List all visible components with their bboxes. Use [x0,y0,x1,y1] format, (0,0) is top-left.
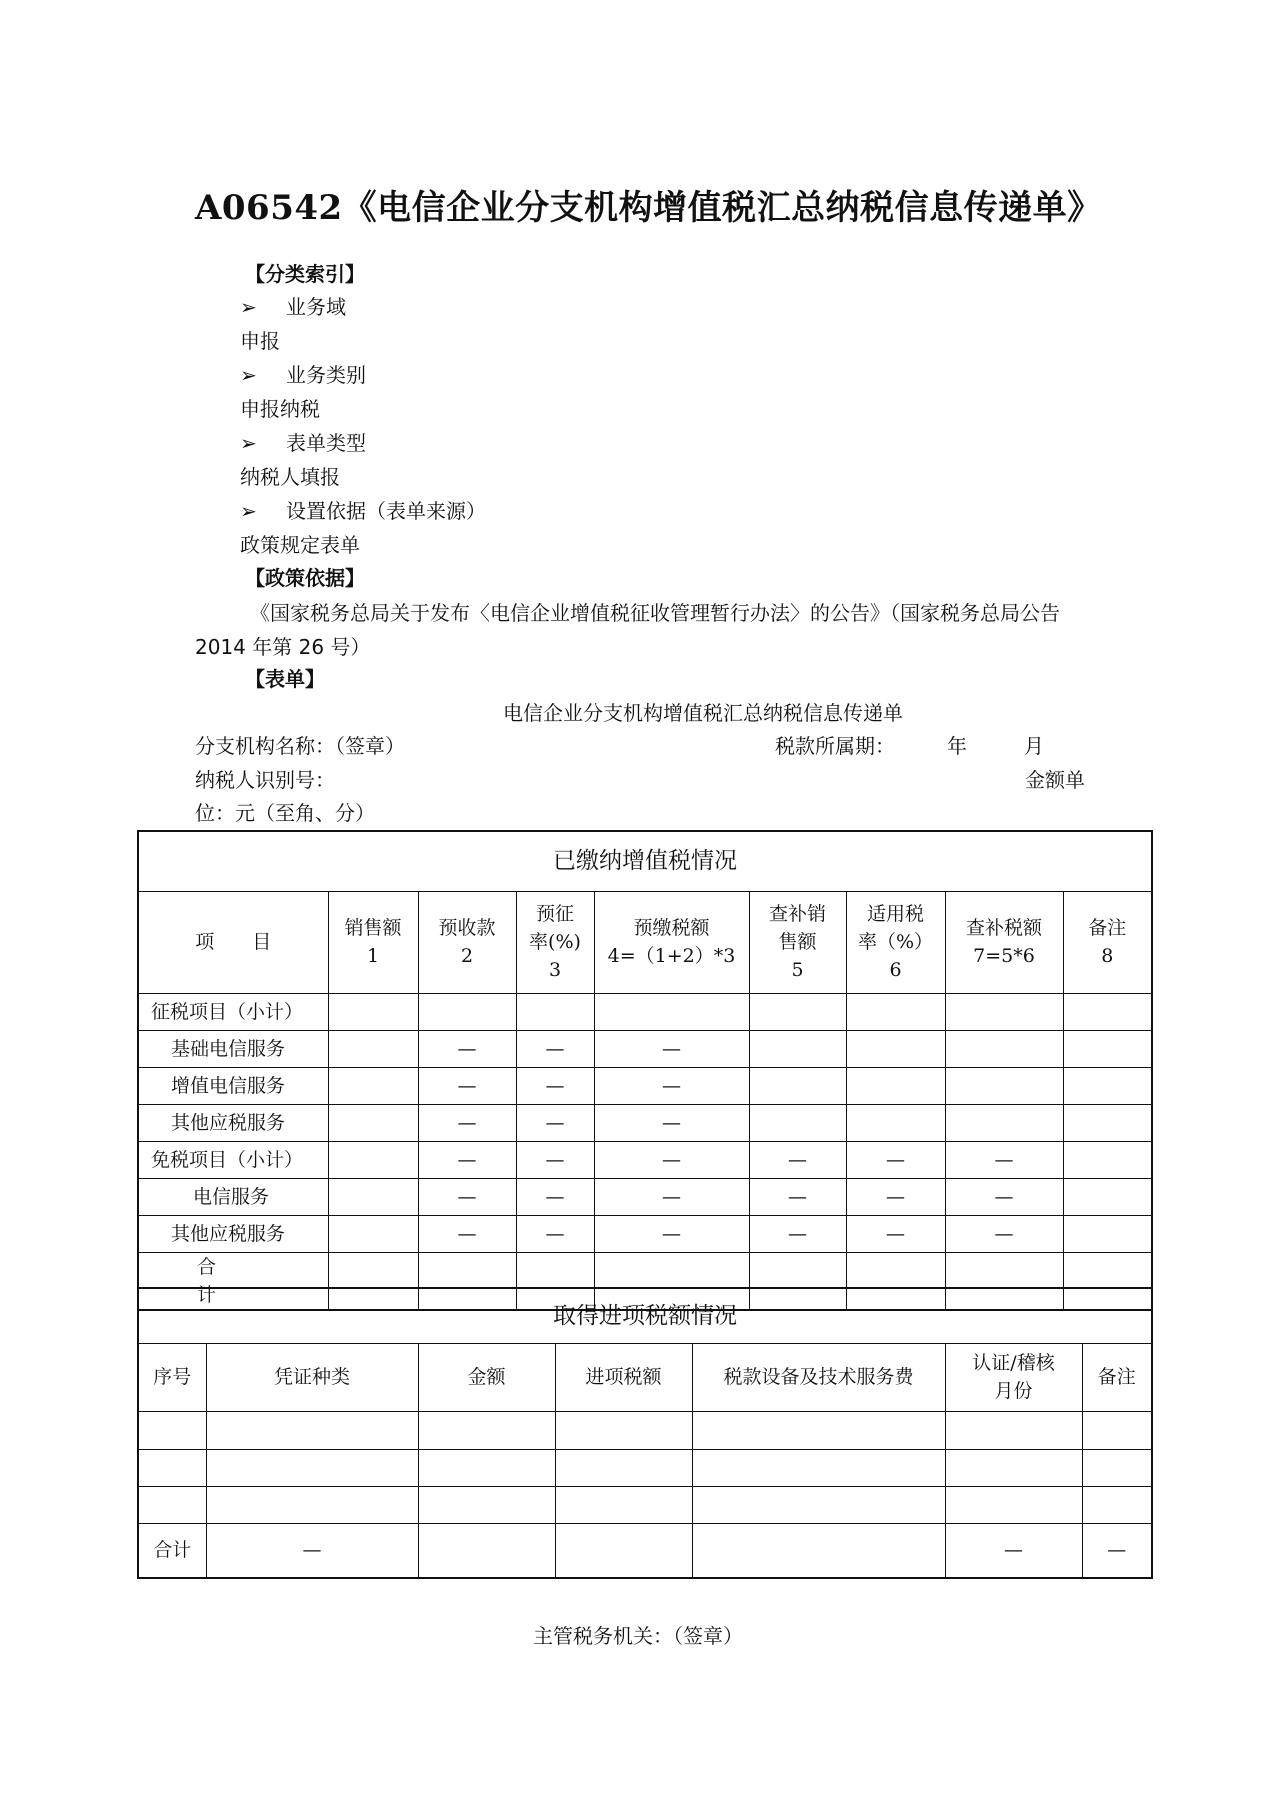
cell[interactable] [138,1411,206,1449]
cell: — [516,1215,594,1252]
form-heading: 【表单】 [245,667,325,691]
arrow-bullet-icon: ➢ [240,431,257,455]
cell: — [749,1215,846,1252]
index-label-4: 设置依据（表单来源） [286,499,486,523]
period-month: 月 [1024,734,1044,758]
taxpayer-id-label: 纳税人识别号： [195,768,335,792]
cell: — [594,1215,749,1252]
cell[interactable] [1063,1215,1152,1252]
table-row [138,1215,1152,1252]
cell[interactable] [328,1178,418,1215]
cell[interactable] [418,993,516,1030]
period-year: 年 [947,734,967,758]
table-row [138,1449,1152,1486]
row-label: 增值电信服务 [138,1067,328,1104]
index-label-3: 表单类型 [286,431,366,455]
table-row [138,1411,1152,1449]
cell: — [418,1030,516,1067]
cell[interactable] [749,993,846,1030]
row-label: 合 计 [138,1252,328,1310]
cell[interactable] [1063,1141,1152,1178]
index-bullet-1 [240,295,346,319]
cell[interactable] [555,1449,692,1486]
cell[interactable] [1063,993,1152,1030]
cell[interactable] [846,1104,945,1141]
tax-period-label: 税款所属期： [775,734,895,758]
header-applicable-rate: 适用税 率（%） 6 [846,891,945,993]
cell[interactable] [749,1030,846,1067]
cell[interactable] [945,1104,1063,1141]
cell[interactable] [328,1215,418,1252]
cell[interactable] [328,1030,418,1067]
cell: — [594,1104,749,1141]
cell: — [206,1523,418,1578]
cell: — [516,1067,594,1104]
cell[interactable] [206,1449,418,1486]
cell[interactable] [692,1523,945,1578]
cell: — [945,1141,1063,1178]
cell: — [749,1141,846,1178]
cell[interactable] [138,1486,206,1523]
cell[interactable] [594,993,749,1030]
cell[interactable] [555,1411,692,1449]
table-row [138,1104,1152,1141]
index-bullet-3 [240,431,366,455]
cell: — [594,1178,749,1215]
cell[interactable] [206,1411,418,1449]
cell[interactable] [328,1067,418,1104]
cell[interactable] [749,1104,846,1141]
header-equipment-fee: 税款设备及技术服务费 [692,1343,945,1411]
cell: — [418,1141,516,1178]
header-input-tax: 进项税额 [555,1343,692,1411]
cell: — [594,1030,749,1067]
tax-authority-signature: 主管税务机关：（签章） [533,1624,743,1648]
header-rate: 预征 率(%) 3 [516,891,594,993]
header-sales: 销售额 1 [328,891,418,993]
index-value-4: 政策规定表单 [240,533,360,557]
cell[interactable] [516,993,594,1030]
cell: — [516,1141,594,1178]
input-tax-header-row [138,1343,1152,1411]
cell: — [516,1178,594,1215]
total-row [138,1523,1152,1578]
row-label: 电信服务 [138,1178,328,1215]
header-prepaid: 预收款 2 [418,891,516,993]
cell: — [945,1523,1082,1578]
cell: — [846,1178,945,1215]
cell[interactable] [555,1486,692,1523]
cell[interactable] [945,1067,1063,1104]
index-label-2: 业务类别 [286,363,366,387]
cell[interactable] [945,1449,1082,1486]
row-label: 免税项目（小计） [138,1141,328,1178]
cell[interactable] [749,1067,846,1104]
cell[interactable] [418,1411,555,1449]
header-cert-month: 认证/稽核 月份 [945,1343,1082,1411]
document-title: A06542《电信企业分支机构增值税汇总纳税信息传递单》 [195,188,1102,228]
header-item: 项 目 [138,891,328,993]
form-title: 电信企业分支机构增值税汇总纳税信息传递单 [503,701,903,725]
cell[interactable] [328,1141,418,1178]
header-audit-tax: 查补税额 7=5*6 [945,891,1063,993]
cell[interactable] [1082,1449,1152,1486]
input-tax-table [137,1287,1153,1579]
table-row [138,1141,1152,1178]
branch-name-label: 分支机构名称：（签章） [195,734,405,758]
header-amount: 金额 [418,1343,555,1411]
cell: — [594,1067,749,1104]
cell: — [945,1215,1063,1252]
row-label: 其他应税服务 [138,1215,328,1252]
cell: — [418,1178,516,1215]
index-heading: 【分类索引】 [245,262,365,286]
index-value-3: 纳税人填报 [240,465,340,489]
cell[interactable] [846,1030,945,1067]
cell[interactable] [1082,1486,1152,1523]
cell[interactable] [945,1411,1082,1449]
cell: — [516,1030,594,1067]
header-seq: 序号 [138,1343,206,1411]
arrow-bullet-icon: ➢ [240,499,257,523]
cell: — [945,1178,1063,1215]
header-prepaid-tax: 预缴税额 4=（1+2）*3 [594,891,749,993]
cell[interactable] [692,1411,945,1449]
arrow-bullet-icon: ➢ [240,295,257,319]
cell: — [418,1104,516,1141]
cell[interactable] [555,1523,692,1578]
index-label-1: 业务域 [286,295,346,319]
table-row [138,1030,1152,1067]
cell[interactable] [418,1523,555,1578]
cell[interactable] [1063,1178,1152,1215]
row-label: 其他应税服务 [138,1104,328,1141]
policy-text: 《国家税务总局关于发布〈电信企业增值税征收管理暂行办法〉的公告》（国家税务总局公告 2014 年第 26 号） [195,601,1060,659]
header-voucher-type: 凭证种类 [206,1343,418,1411]
row-label: 基础电信服务 [138,1030,328,1067]
cell: — [1082,1523,1152,1578]
paid-vat-table [137,830,1153,1311]
cell[interactable] [138,1449,206,1486]
cell: — [846,1141,945,1178]
cell: — [594,1141,749,1178]
arrow-bullet-icon: ➢ [240,363,257,387]
cell[interactable] [945,1030,1063,1067]
cell[interactable] [206,1486,418,1523]
cell: — [418,1215,516,1252]
header-audit-sales: 查补销 售额 5 [749,891,846,993]
cell[interactable] [846,1067,945,1104]
table-row [138,1486,1152,1523]
index-bullet-4 [240,499,486,523]
header-remark: 备注 [1082,1343,1152,1411]
paid-vat-header-row [138,891,1152,993]
cell[interactable] [418,1486,555,1523]
cell[interactable] [692,1486,945,1523]
index-bullet-2 [240,363,366,387]
table-row [138,1067,1152,1104]
cell[interactable] [1063,1030,1152,1067]
cell[interactable] [328,993,418,1030]
cell[interactable] [418,1449,555,1486]
amount-unit-label-b: 位：元（至角、分） [195,801,375,825]
policy-heading: 【政策依据】 [245,566,365,590]
cell: — [846,1215,945,1252]
cell[interactable] [945,1486,1082,1523]
input-tax-section-title: 取得进项税额情况 [138,1288,1152,1343]
table-row [138,993,1152,1030]
cell: — [418,1067,516,1104]
paid-vat-section-title: 已缴纳增值税情况 [138,831,1152,891]
cell: — [749,1178,846,1215]
index-value-1: 申报 [240,329,280,353]
cell[interactable] [1063,1067,1152,1104]
index-value-2: 申报纳税 [240,397,320,421]
header-remark: 备注 8 [1063,891,1152,993]
cell[interactable] [846,993,945,1030]
row-label: 征税项目（小计） [138,993,328,1030]
cell[interactable] [328,1104,418,1141]
cell: — [516,1104,594,1141]
total-label: 合计 [138,1523,206,1578]
cell[interactable] [1082,1411,1152,1449]
amount-unit-label-a: 金额单 [1025,768,1085,792]
cell[interactable] [1063,1104,1152,1141]
cell[interactable] [945,993,1063,1030]
cell[interactable] [692,1449,945,1486]
table-row [138,1178,1152,1215]
